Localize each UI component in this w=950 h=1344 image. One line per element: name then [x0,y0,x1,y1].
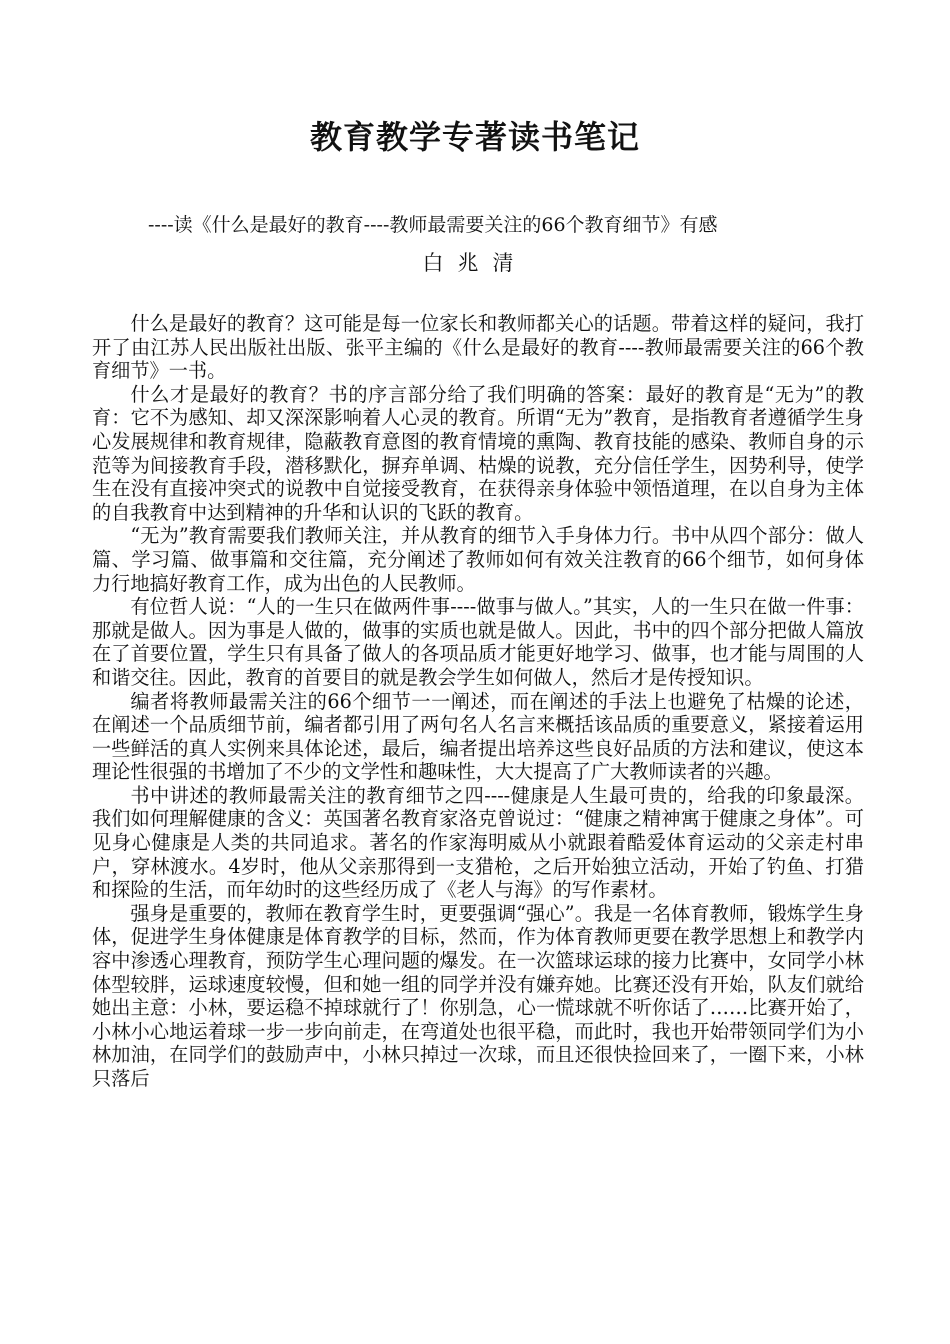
paragraph: 书中讲述的教师最需关注的教育细节之四----健康是人生最可贵的，给我的印象最深。我们如何理解健康的含义：英国著名教育家洛克曾说过：“健康之精神寓于健康之身体”。可见身心健康是人类的共同追求。著名的作家海明威从小就跟着酷爱体育运动的父亲走村串户，穿林渡水。4岁时，他从父亲那得到一支猎枪，之后开始独立活动，开始了钓鱼、打猎和探险的生活，而年幼时的这些经历成了《老人与海》的写作素材。 [92,783,864,902]
document-title: 教育教学专著读书笔记 [309,118,640,156]
document-subtitle: ----读《什么是最好的教育----教师最需要关注的66个教育细节》有感 [148,214,718,236]
paragraph: 强身是重要的，教师在教育学生时，更要强调“强心”。我是一名体育教师，锻炼学生身体，促进学生身体健康是体育教学的目标，然而，作为体育教师更要在教学思想上和教学内容中渗透心理教育，预防学生心理问题的爆发。在一次篮球运球的接力比赛中，女同学小林体型较胖，运球速度较慢，但和她一组的同学并没有嫌弃她。比赛还没有开始，队友们就给她出主意：小林，要运稳不掉球就行了！你别急，心一慌球就不听你话了……比赛开始了，小林小心地运着球一步一步向前走，在弯道处也很平稳，而此时，我也开始带领同学们为小林加油，在同学们的鼓励声中，小林只掉过一次球，而且还很快捡回来了，一圈下来，小林只落后 [92,901,864,1090]
paragraph: 有位哲人说：“人的一生只在做两件事----做事与做人。”其实，人的一生只在做一件事：那就是做人。因为事是人做的，做事的实质也就是做人。因此，书中的四个部分把做人篇放在了首要位置，学生只有具备了做人的各项品质才能更好地学习、做事，也才能与周围的人和谐交往。因此，教育的首要目的就是教会学生如何做人，然后才是传授知识。 [92,595,864,689]
paragraph: 什么才是最好的教育？书的序言部分给了我们明确的答案：最好的教育是“无为”的教育：它不为感知、却又深深影响着人心灵的教育。所谓“无为”教育，是指教育者遵循学生身心发展规律和教育规律，隐蔽教育意图的教育情境的熏陶、教育技能的感染、教师自身的示范等为间接教育手段，潜移默化，摒弃单调、枯燥的说教，充分信任学生，因势利导，使学生在没有直接冲突式的说教中自觉接受教育，在获得亲身体验中领悟道理，在以自身为主体的自我教育中达到精神的升华和认识的飞跃的教育。 [92,382,864,524]
document-body [92,312,864,1091]
paragraph: “无为”教育需要我们教师关注，并从教育的细节入手身体力行。书中从四个部分：做人篇、学习篇、做事篇和交往篇，充分阐述了教师如何有效关注教育的66个细节，如何身体力行地搞好教育工作，成为出色的人民教师。 [92,524,864,595]
paragraph: 编者将教师最需关注的66个细节一一阐述，而在阐述的手法上也避免了枯燥的论述，在阐述一个品质细节前，编者都引用了两句名人名言来概括该品质的重要意义，紧接着运用一些鲜活的真人实例来具体论述，最后，编者提出培养这些良好品质的方法和建议，使这本理论性很强的书增加了不少的文学性和趣味性，大大提高了广大教师读者的兴趣。 [92,689,864,784]
paragraph: 什么是最好的教育？这可能是每一位家长和教师都关心的话题。带着这样的疑问，我打开了由江苏人民出版社出版、张平主编的《什么是最好的教育----教师最需要关注的66个教育细节》一书。 [92,312,864,383]
author-name: 白兆清 [422,251,528,275]
